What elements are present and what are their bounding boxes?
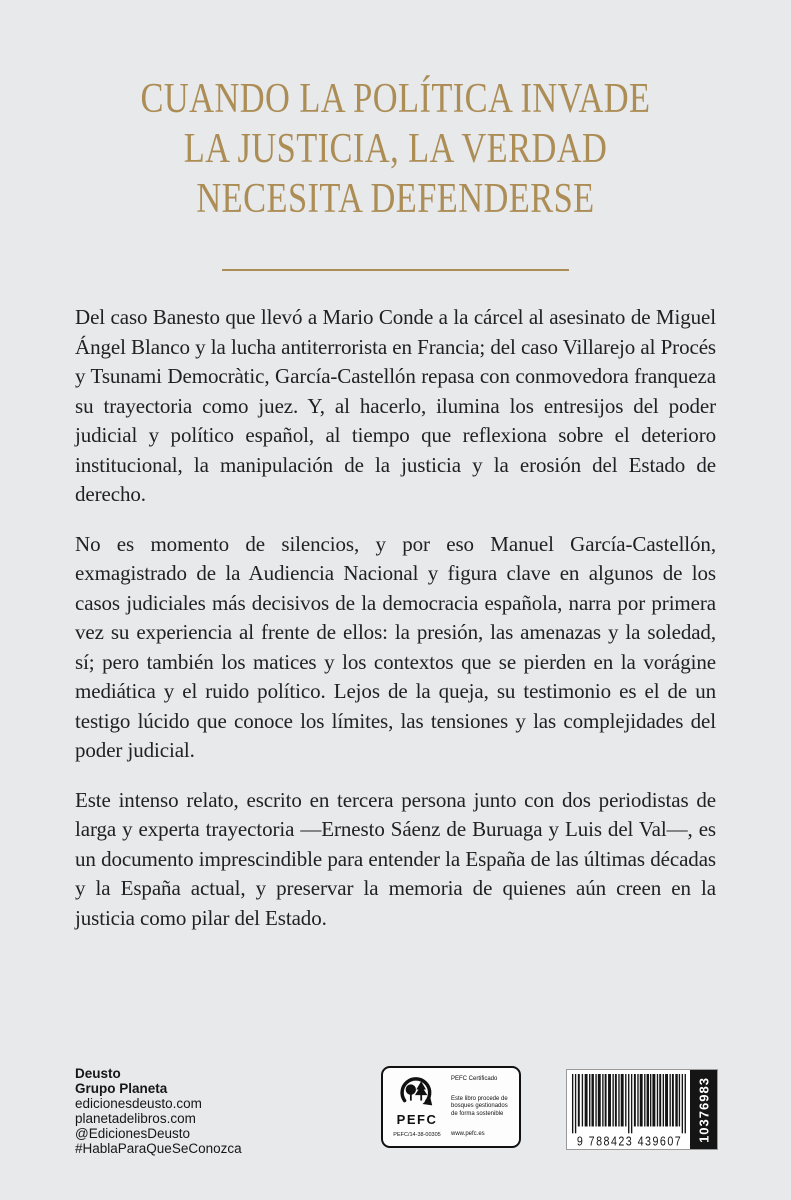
publisher-block bbox=[75, 1066, 242, 1156]
ean-number: 9 788423 439607 bbox=[576, 1134, 683, 1147]
imprint-name: Deusto bbox=[75, 1066, 121, 1081]
gold-divider bbox=[222, 269, 569, 271]
pefc-logo-block bbox=[391, 1073, 443, 1141]
pefc-logo-icon bbox=[396, 1073, 438, 1113]
pefc-claim-text: Este libro procede de bosques gestionados de forma sostenible bbox=[451, 1095, 508, 1117]
ean-barcode-label bbox=[566, 1069, 718, 1150]
publisher-hashtag: #HablaParaQueSeConozca bbox=[75, 1141, 242, 1156]
pefc-certification-label bbox=[381, 1066, 521, 1148]
publisher-social-handle: @EdicionesDeusto bbox=[75, 1126, 191, 1141]
tagline-line: NECESITA DEFENDERSE bbox=[196, 176, 595, 222]
synopsis-paragraph: Del caso Banesto que llevó a Mario Conde a la cárcel al asesinato de Miguel Ángel Blanco y la lucha antiterrorista en Francia; del caso Villarejo al Procés y Tsunami Democràtic, García-Castellón repasa con conmovedora franqueza su trayectoria como juez. Y, al hacerlo, ilumina los entresijos del poder judicial y político español, al tiempo que reflexiona sobre el deterioro institucional, la manipulación de la justicia y la erosión del Estado de derecho. bbox=[75, 305, 716, 506]
pefc-text-block bbox=[443, 1073, 513, 1141]
pefc-license-number: PEFC/14-38-00305 bbox=[393, 1132, 441, 1138]
pefc-certified-text: PEFC Certificado bbox=[451, 1076, 498, 1082]
pefc-wordmark: PEFC bbox=[396, 1112, 438, 1127]
internal-code-strip bbox=[690, 1070, 717, 1149]
publisher-website: planetadelibros.com bbox=[75, 1111, 196, 1126]
internal-code: 10376983 bbox=[696, 1076, 711, 1143]
synopsis bbox=[75, 303, 716, 953]
synopsis-paragraph: Este intenso relato, escrito en tercera persona junto con dos periodistas de larga y experta trayectoria —Ernesto Sáenz de Buruaga y Luis del Val—, es un documento imprescindible para entender la España de las últimas décadas y la España actual, y preservar la memoria de quienes aún creen en la justicia como pilar del Estado. bbox=[75, 787, 716, 930]
synopsis-paragraph: No es momento de silencios, y por eso Manuel García-Castellón, exmagistrado de la Audiencia Nacional y figura clave en algunos de los casos judiciales más decisivos de la democracia española, narra por primera vez su experiencia al frente de ellos: la presión, las amenazas y la soledad, sí; pero también los matices y los contextos que se pierden en la vorágine mediática y el ruido político. Lejos de la queja, su testimonio es el de un testigo lúcido que conoce los límites, las tensiones y las complejidades del poder judicial. bbox=[75, 531, 716, 762]
publisher-website: edicionesdeusto.com bbox=[75, 1096, 202, 1111]
pefc-url: www.pefc.es bbox=[451, 1130, 485, 1137]
barcode-bars-icon bbox=[571, 1074, 688, 1147]
tagline-line: LA JUSTICIA, LA VERDAD bbox=[183, 126, 608, 172]
publisher-group-name: Grupo Planeta bbox=[75, 1081, 168, 1096]
back-cover-tagline bbox=[0, 74, 791, 224]
tagline-line: CUANDO LA POLÍTICA INVADE bbox=[140, 76, 651, 122]
barcode-bars-area bbox=[567, 1070, 690, 1149]
